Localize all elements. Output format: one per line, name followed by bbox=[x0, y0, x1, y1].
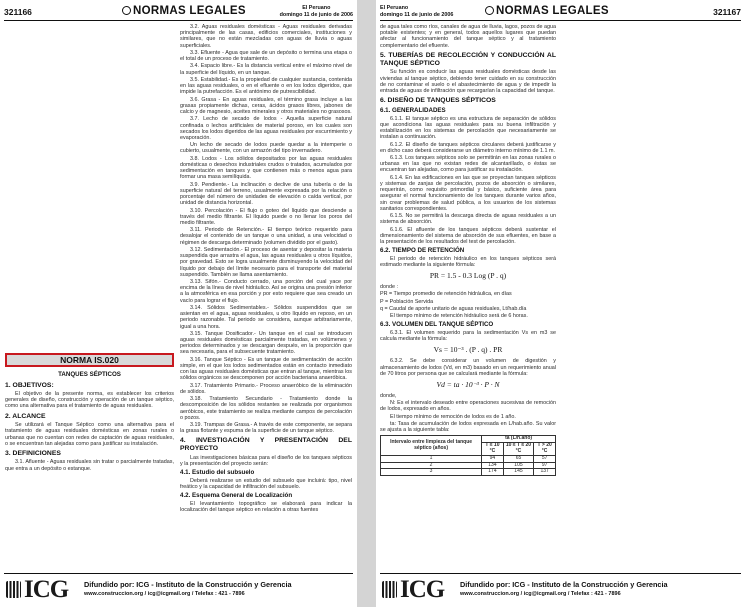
left-page bbox=[0, 0, 357, 607]
definition: 3.3. Efluente - Agua que sale de un depósito o termina una etapa o el total de un proceso de tratamiento. bbox=[180, 49, 352, 63]
definition: 3.19. Trampas de Grasa.- A través de este componente, se separa la grasa flotante y espuma de la superficie de un tanque séptico. bbox=[180, 422, 352, 435]
definition: 3.11. Periodo de Retención.- El tiempo teórico requerido para desalojar el contenido de un tanque o una unidad, a una velocidad o régimen de descarga determinado (volumen dividido por el gasto). bbox=[180, 227, 352, 246]
paragraph: Su función es conducir las aguas residuales domésticas desde las viviendas al tanque séptico, debiendo tener cuidado en su construcción de no contaminar el suelo o el abastecimiento de agua y de impedir la entrada de aguas de infiltración que recargarían la capacidad del tanque. bbox=[380, 69, 556, 94]
formula-digestion-volume: Vd = ta · 10⁻³ · P · N bbox=[436, 379, 500, 389]
table-row bbox=[381, 455, 556, 462]
page-number: 321167 bbox=[713, 7, 741, 17]
definition: PR = Tiempo promedio de retención hidráulica, en días bbox=[380, 291, 512, 298]
paragraph: 6.1.4. En las edificaciones en las que se proyectan tanques sépticos y sistemas de zanjas de percolación, pozos de absorción o similares, requerirán, como requisito primordial y básico, suficiente área para asegurar el normal funcionamiento de los tanques durante varios años, sin crear problemas de salud pública, a los usuarios de los sistemas sanitarios correspondientes. bbox=[380, 174, 556, 212]
definition: 3.5. Estabilidad.- Es la propiedad de cualquier sustancia, contenida en las aguas residuales, o en el efluente o en los lodos digeridos, que impide la putrefacción. Es el antónimo de putrescibilidad. bbox=[180, 76, 352, 96]
definition: 3.8. Lodos - Los sólidos depositados por las aguas residuales domésticas o desechos industriales crudos o tratados, acumulados por sedimentación en tanques y que contienen más o menos agua para formar una masa semilíquida. bbox=[180, 155, 352, 181]
table-row bbox=[381, 469, 556, 476]
subsection-heading: 4.1. Estudio del subsuelo bbox=[180, 469, 255, 477]
definition: 3.13. Sifón.- Conducto cerrado, una porción del cual yace por encima de la línea de nivel hidráulico. Así se origina una presión inferior a la atmosférica en esa porción y por esto requiere que sea creado un vacío para lograr el flujo. bbox=[180, 279, 352, 304]
definition: q = Caudal de aporte unitario de aguas residuales, Lt/hab.día bbox=[380, 305, 527, 312]
table-header: Intervalo entre limpieza del tanque séptico (años) bbox=[381, 436, 482, 455]
subsection-heading: 6.3. VOLUMEN DEL TANQUE SÉPTICO bbox=[380, 321, 494, 329]
paragraph: El objetivo de la presente norma, es establecer los criterios generales de diseño, construcción y operación de un tanque séptico, como una alternativa para el tratamiento de aguas residuales. bbox=[5, 391, 174, 410]
right-column-1 bbox=[380, 24, 556, 476]
paragraph: 6.1.2. El diseño de tanques sépticos circulares deberá justificarse y en dicho caso deberá considerarse un diámetro interno mínimo de 1.1 m. bbox=[380, 141, 556, 154]
footer-publisher: Difundido por: ICG - Instituto de la Construcción y Gerencia bbox=[84, 580, 292, 589]
icg-logo: ICG bbox=[382, 577, 444, 603]
formula-sedimentation-volume: Vs = 10⁻³ . (P . q) . PR bbox=[433, 345, 503, 355]
paragraph: 3.1. Afluente - Aguas residuales sin tratar o parcialmente tratadas, que entra a un depósito o estanque. bbox=[5, 459, 174, 472]
paragraph: Deberá realizarse un estudio del subsuelo que incluirá: tipo, nivel freático y la capacidad de infiltración del subsuelo. bbox=[180, 477, 352, 491]
definition: ta: Tasa de acumulación de lodos expresada en L/hab.año. Su valor se ajusta a la siguiente tabla: bbox=[380, 421, 556, 434]
table-cell: 1 bbox=[381, 455, 482, 462]
paragraph: donde : bbox=[380, 284, 398, 291]
section-heading: 6. DISEÑO DE TANQUES SÉPTICOS bbox=[380, 97, 496, 105]
subsection-heading: 6.1. GENERALIDADES bbox=[380, 107, 446, 115]
left-footer bbox=[4, 576, 353, 604]
definition: 3.16. Tanque Séptico - Es un tanque de sedimentación de acción simple, en el que los lodos sedimentados están en contacto inmediato con las aguas residuales domésticas que entran al tanque, mientras los sólidos orgánicos se descomponen por acción bacteriana anaeróbica. bbox=[180, 356, 352, 382]
table-header: T ≤ 10 °C bbox=[482, 443, 504, 456]
sludge-rate-table bbox=[380, 435, 556, 476]
definition: 3.6. Grasa - En aguas residuales, el término grasa incluye a las grasas propiamente dichas, ceras, ácidos grasos libres, jabones de calcio y de magnesio, aceites minerales y otros materiales no grasosos. bbox=[180, 96, 352, 116]
norma-banner: NORMA IS.020 bbox=[5, 353, 174, 367]
definition: 3.15. Tanque Dosificador.- Un tanque en el cual se introducen aguas residuales domésticas parcialmente tratadas, en volúmenes y periodos determinados y se descargan después, en la proporción que sea necesaria, para el subsecuente tratamiento. bbox=[180, 330, 352, 356]
page-gutter bbox=[357, 0, 376, 607]
paragraph: El levantamiento topográfico se elaborará para indicar la localización del tanque séptico en relación a otras fuentes bbox=[180, 500, 352, 513]
paragraph: El tiempo mínimo de remoción de lodos es de 1 año. bbox=[390, 413, 516, 420]
table-header: ta (L/h.año) bbox=[482, 436, 556, 443]
paragraph: 6.1.3. Los tanques sépticos solo se permitirán en las zonas rurales o urbanas en las que no existan redes de alcantarillado, o éstas se encuentran tan alejadas, como para justificar su instalación. bbox=[380, 155, 556, 174]
journal-title: NORMAS LEGALES bbox=[122, 5, 246, 17]
definition: 3.4. Espacio libre.- Es la distancia vertical entre el máximo nivel de la superficie del líquido, en un tanque. bbox=[180, 63, 352, 76]
definition: 3.14. Sólidos Sedimentables.- Sólidos suspendidos que se asientan en el agua, aguas residuales, u otro líquido en reposo, en un periodo razonable. Tal periodo se considera, aunque arbitrariamente, igual a una hora. bbox=[180, 304, 352, 330]
section-heading: 3. DEFINICIONES bbox=[5, 449, 61, 457]
paragraph: Se utilizará el Tanque Séptico como una alternativa para el tratamiento de aguas residuales domésticas en zonas rurales o urbanas que no cuentan con redes de captación de aguas residuales, o se encuentran tan alejadas como para justificar su instalación. bbox=[5, 422, 174, 447]
table-cell: 145 bbox=[503, 469, 533, 476]
table-cell: 137 bbox=[534, 469, 556, 476]
section-heading: 4. INVESTIGACIÓN Y PRESENTACIÓN DEL PROYECTO bbox=[180, 437, 352, 453]
paragraph: donde, bbox=[380, 392, 397, 399]
footer-rule bbox=[380, 573, 741, 574]
definition: Un lecho de secado de lodos puede quedar a la intemperie o cubierto, usualmente, con un armazón del tipo invernadero. bbox=[180, 142, 352, 155]
footer-publisher: Difundido por: ICG - Instituto de la Construcción y Gerencia bbox=[460, 580, 668, 589]
paragraph: de agua tales como ríos, canales de agua de lluvia, lagos, pozos de agua potable existentes; y en general, todos aquellos lugares que puedan afectar al funcionamiento del tanque séptico y al tratamiento complementario del efluente. bbox=[380, 24, 556, 49]
paragraph: 6.1.5. No se permitirá la descarga directa de aguas residuales a un sistema de absorción. bbox=[380, 213, 556, 226]
coat-of-arms-icon bbox=[122, 6, 131, 15]
table-header: T > 20 °C bbox=[534, 443, 556, 456]
paragraph: 6.1.1. El tanque séptico es una estructura de separación de sólidos que acondiciona las aguas residuales para su buena infiltración y estabilización en los sistemas de percolación que necesariamente se instalan a continuación. bbox=[380, 115, 556, 141]
definition: P = Población Servida bbox=[380, 298, 434, 305]
section-heading: 2. ALCANCE bbox=[5, 412, 46, 420]
icg-logo-mark-icon bbox=[6, 581, 21, 598]
subsection-heading: 4.2. Esquema General de Localización bbox=[180, 492, 293, 500]
icg-logo-mark-icon bbox=[382, 581, 397, 598]
norma-title: TANQUES SÉPTICOS bbox=[58, 371, 121, 378]
left-column-1 bbox=[5, 350, 174, 473]
definition: 3.9. Pendiente.- La inclinación o declive de una tubería o de la superficie natural del terreno, usualmente expresada por la relación o porcentaje del número de unidades de elevación o caída vertical, por unidad de distancia horizontal. bbox=[180, 181, 352, 207]
table-cell: 174 bbox=[482, 469, 504, 476]
footer-rule bbox=[4, 573, 353, 574]
table-cell: 65 bbox=[503, 455, 533, 462]
paragraph: 6.1.6. El afluente de los tanques sépticos deberá sustentar el dimensionamiento del sistema de absorción de sus efluentes, en base a la presentación de los resultados del test de percolación. bbox=[380, 226, 556, 245]
icg-logo: ICG bbox=[6, 577, 68, 603]
definition: 3.7. Lecho de secado de lodos - Aquella superficie natural confinada o lechos artificiales de material poroso, en los cuales son secados los lodos digeridos de las aguas residuales por escurrimiento y evaporación. bbox=[180, 116, 352, 141]
journal-source: El Peruano domingo 11 de junio de 2006 bbox=[380, 5, 454, 18]
footer-contact: www.construccion.org / icg@icgmail.org / Telefax : 421 - 7896 bbox=[84, 591, 245, 597]
subsection-heading: 6.2. TIEMPO DE RETENCIÓN bbox=[380, 247, 465, 255]
journal-title: NORMAS LEGALES bbox=[485, 5, 609, 17]
paragraph: El periodo de retención hidráulico en los tanques sépticos será estimado mediante la siguiente fórmula: bbox=[380, 255, 556, 268]
footer-contact: www.construccion.org / icg@icgmail.org / Telefax : 421 - 7896 bbox=[460, 591, 621, 597]
table-cell: 3 bbox=[381, 469, 482, 476]
page-number: 321166 bbox=[4, 7, 32, 17]
table-cell: 2 bbox=[381, 462, 482, 469]
table-row bbox=[381, 462, 556, 469]
table-cell: 134 bbox=[482, 462, 504, 469]
right-page-header bbox=[380, 4, 741, 21]
paragraph: El tiempo mínimo de retención hidráulico será de 6 horas. bbox=[390, 313, 528, 320]
coat-of-arms-icon bbox=[485, 6, 494, 15]
table-cell: 97 bbox=[534, 462, 556, 469]
right-page bbox=[376, 0, 745, 607]
journal-source: El Peruano domingo 11 de junio de 2006 bbox=[279, 5, 353, 18]
section-heading: 1. OBJETIVOS: bbox=[5, 381, 54, 389]
section-heading: 5. TUBERÍAS DE RECOLECCIÓN Y CONDUCCIÓN AL TANQUE SÉPTICO bbox=[380, 51, 556, 67]
table-cell: 94 bbox=[482, 455, 504, 462]
formula-retention: PR = 1.5 - 0.3 Log (P . q) bbox=[429, 271, 507, 281]
definition: 3.17. Tratamiento Primario.- Proceso anaeróbico de la eliminación de sólidos. bbox=[180, 382, 352, 395]
definition: 3.18. Tratamiento Secundario - Tratamiento donde la descomposición de los sólidos restantes se realizada por organismos aeróbicos, este tratamiento se realiza mediante campos de percolación o pozos. bbox=[180, 396, 352, 421]
definition: 3.10. Percolación - El flujo o goteo del líquido que desciende a través del medio filtrante. El líquido puede o no llenar los poros del medio filtrante. bbox=[180, 207, 352, 226]
definition: 3.12. Sedimentación.- El proceso de asentar y depositar la materia suspendida que arrastra el agua, las aguas residuales u otros líquidos, por gravedad. Esto se logra usualmente disminuyendo la velocidad del líquido por debajo del límite necesario para el transporte del material suspendido. También se llama asentamiento. bbox=[180, 246, 352, 278]
definition: N: Es el intervalo deseado entre operaciones sucesivas de remoción de lodos, expresado en años. bbox=[380, 400, 556, 413]
definition: 3.2. Aguas residuales domésticas - Aguas residuales derivadas principalmente de las casas, edificios comerciales, instituciones y similares, que no están mezcladas con aguas de lluvia o aguas superficiales. bbox=[180, 24, 352, 49]
table-cell: 105 bbox=[503, 462, 533, 469]
paragraph: Las investigaciones básicas para el diseño de los tanques sépticos y la presentación del proyecto serán: bbox=[180, 454, 352, 468]
right-footer bbox=[380, 576, 741, 604]
paragraph: 6.3.1. El volumen requerido para la sedimentación Vs en m3 se calcula mediante la fórmula: bbox=[380, 329, 556, 343]
table-header: 10 ≤ T ≤ 20 °C bbox=[503, 443, 533, 456]
paragraph: 6.3.2. Se debe considerar un volumen de digestión y almacenamiento de lodos (Vd, en m3) basado en un requerimiento anual de 70 litros por persona que se calculará mediante la fórmula: bbox=[380, 358, 556, 377]
table-cell: 57 bbox=[534, 455, 556, 462]
left-page-header bbox=[4, 4, 353, 21]
left-column-2 bbox=[180, 24, 352, 514]
